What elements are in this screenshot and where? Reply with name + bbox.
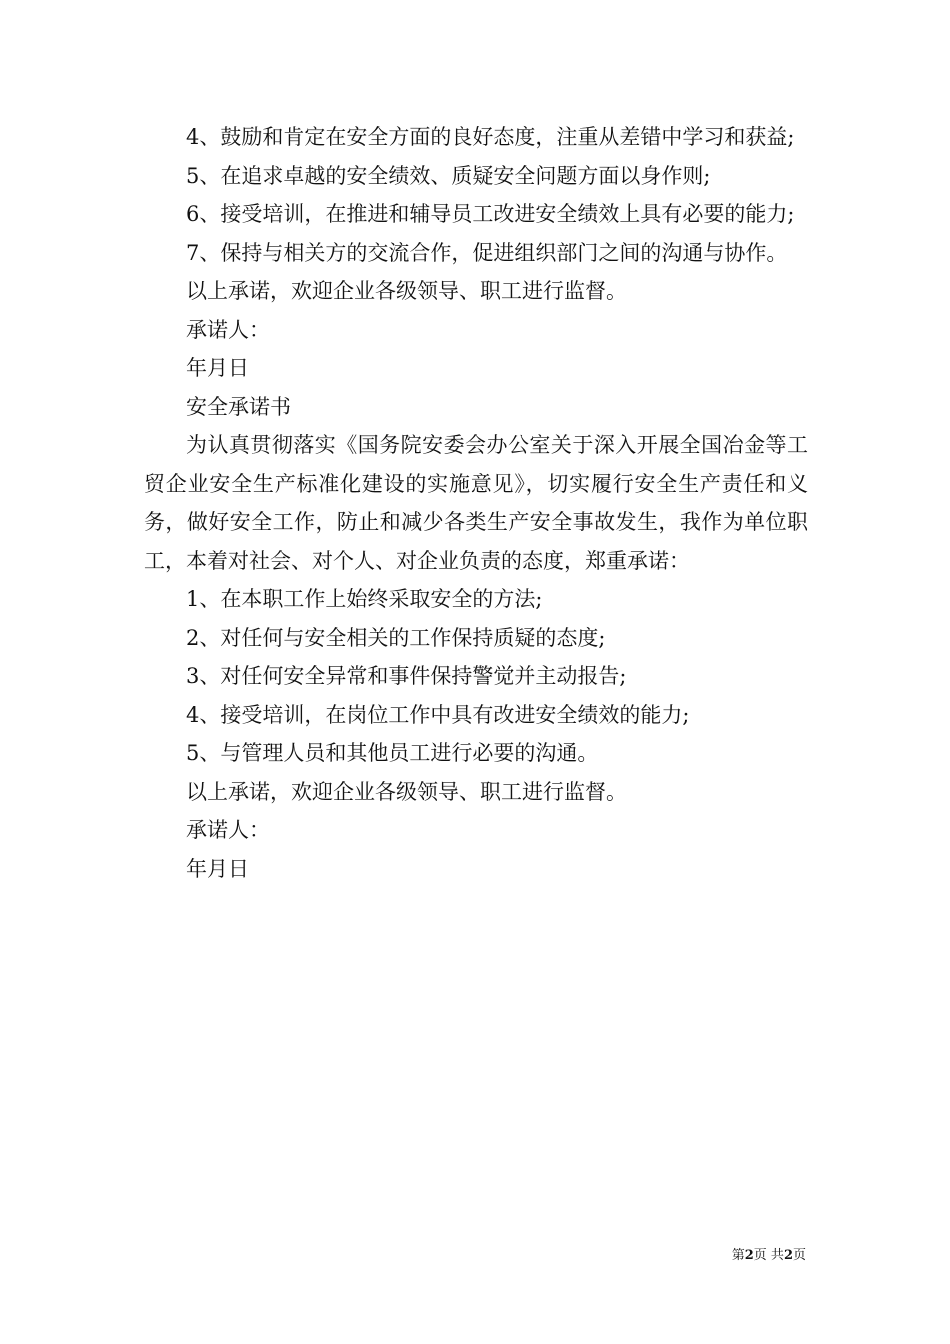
date-label: 年月日 [186, 856, 249, 881]
paragraph: 为认真贯彻落实《国务院安委会办公室关于深入开展全国冶金等工贸企业安全生产标准化建设的实施意见》，切实履行安全生产责任和义务，做好安全工作，防止和减少各类生产安全事故发生，我作为单位职工，本着对社会、对个人、对企业负责的态度，郑重承诺： [144, 433, 808, 573]
footer-prefix: 第 [731, 1248, 745, 1263]
footer-suffix: 页 [792, 1248, 806, 1263]
paragraph: 7、保持与相关方的交流合作，促进组织部门之间的沟通与协作。 [186, 240, 788, 265]
list-item: 4、接受培训，在岗位工作中具有改进安全绩效的能力; [186, 702, 690, 727]
page-footer [732, 1247, 806, 1265]
signature-label: 承诺人： [186, 818, 270, 842]
section-title: 安全承诺书 [186, 394, 291, 419]
date-label: 年月日 [186, 356, 249, 380]
list-item: 1、在本职工作上始终采取安全的方法; [186, 587, 543, 611]
paragraph: 4、鼓励和肯定在安全方面的良好态度，注重从差错中学习和获益; [186, 125, 795, 149]
paragraph: 6、接受培训，在推进和辅导员工改进安全绩效上具有必要的能力; [186, 202, 795, 226]
paragraph: 以上承诺，欢迎企业各级领导、职工进行监督。 [186, 779, 627, 804]
paragraph: 5、在追求卓越的安全绩效、质疑安全问题方面以身作则; [186, 163, 711, 188]
list-item: 2、对任何与安全相关的工作保持质疑的态度; [186, 625, 606, 650]
current-page-number: 2 [744, 1248, 754, 1263]
list-item: 3、对任何安全异常和事件保持警觉并主动报告; [186, 664, 627, 688]
footer-middle: 页 共 [753, 1248, 784, 1263]
paragraph: 以上承诺，欢迎企业各级领导、职工进行监督。 [186, 279, 627, 303]
signature-label: 承诺人： [186, 317, 270, 342]
document-body [144, 118, 808, 888]
list-item: 5、与管理人员和其他员工进行必要的沟通。 [186, 741, 599, 765]
total-pages-number: 2 [783, 1248, 793, 1263]
